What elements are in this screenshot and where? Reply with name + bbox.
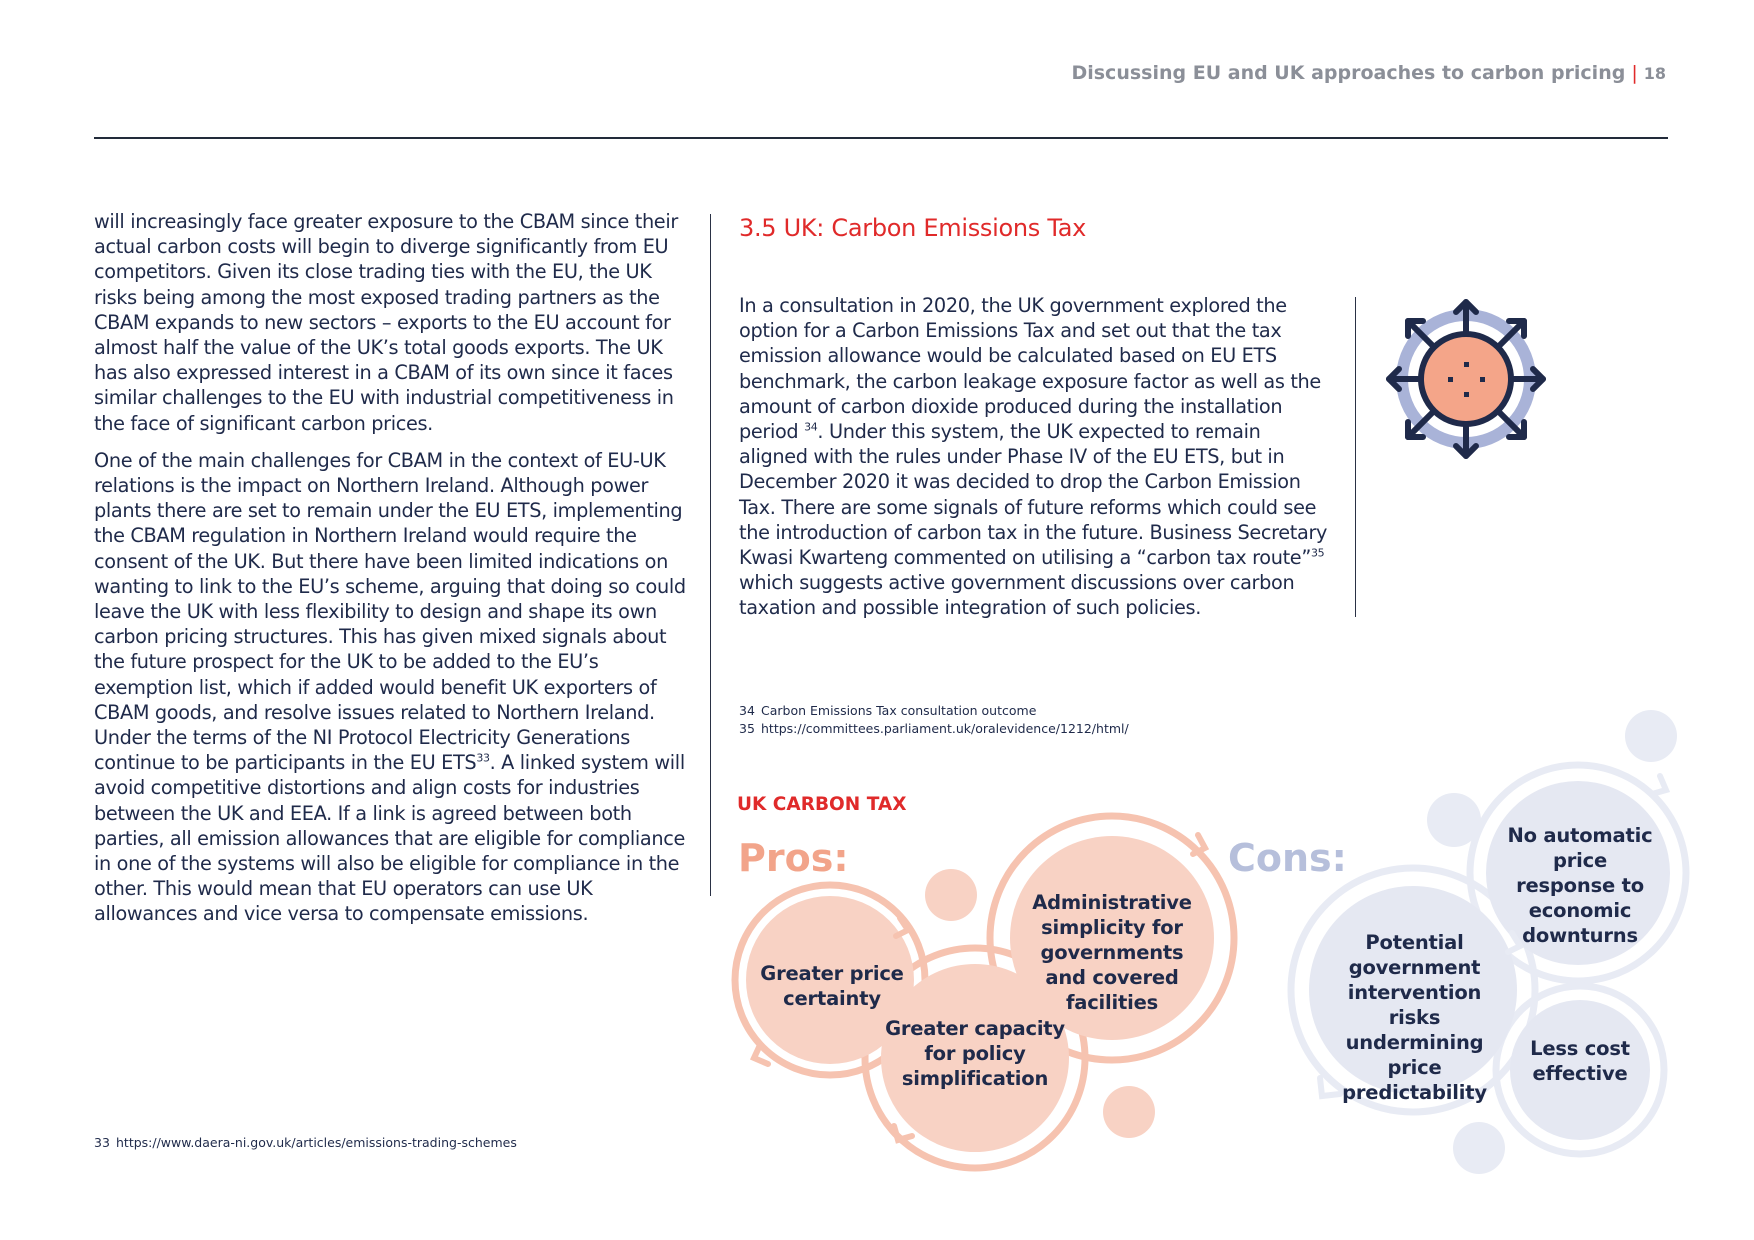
running-header	[1071, 62, 1666, 84]
con-less-cost-effective: Less cost effective	[1530, 1037, 1630, 1085]
header-title: Discussing EU and UK approaches to carbon pricing	[1071, 62, 1626, 84]
icon-divider	[1355, 297, 1356, 617]
footnote-34-number: 34	[739, 703, 755, 718]
left-column	[94, 209, 694, 939]
footnote-35-link[interactable]: https://committees.parliament.uk/oralevidence/1212/html/	[761, 721, 1129, 736]
con-no-automatic-price-response: No automatic price response to economic downturns	[1507, 824, 1653, 947]
paragraph-northern-ireland	[94, 448, 694, 927]
cet-text-1: In a consultation in 2020, the UK government explored the option for a Carbon Emissions Tax and set out that the tax emission allowance would be calculated based on EU ETS benchmark, the carbon leakage exposure factor as well as the amount of carbon dioxide produced during the installation period	[739, 294, 1321, 444]
footnote-ref-34[interactable]: 34	[804, 420, 818, 434]
footnote-34-text: Carbon Emissions Tax consultation outcome	[761, 703, 1037, 718]
footnote-33	[94, 1135, 517, 1150]
infographic-title: UK CARBON TAX	[737, 794, 907, 815]
footnote-ref-35[interactable]: 35	[1310, 546, 1325, 560]
footnote-33-link[interactable]: https://www.daera-ni.gov.uk/articles/emissions-trading-schemes	[116, 1135, 517, 1150]
page-number: 18	[1643, 64, 1666, 83]
paragraph-ni-text: One of the main challenges for CBAM in the context of EU-UK relations is the impact on Northern Ireland. Although power plants there are set to remain under the EU ETS, implementing the CBAM regulation in Northern Ireland would require the consent of the UK. But there have been limited indications on wanting to link to the EU’s scheme, arguing that doing so could leave the UK with less flexibility to design and shape its own carbon pricing structures. This has given mixed signals about the future prospect for the UK to be added to the EU’s exemption list, which if added would benefit UK exporters of CBAM goods, and resolve issues related to Northern Ireland. Under the terms of the NI Protocol Electricity Generations continue to be participants in the EU ETS	[94, 448, 686, 775]
right-column	[739, 293, 1329, 621]
section-title: 3.5 UK: Carbon Emissions Tax	[739, 214, 1087, 242]
expansion-arrows-icon	[1380, 296, 1550, 462]
pro-administrative-simplicity: Administrative simplicity for governments and covered facilities	[1032, 891, 1192, 1014]
con-government-intervention-risks: Potential government intervention risks undermining price predictability	[1342, 931, 1487, 1104]
cet-text-2: . Under this system, the UK expected to remain aligned with the rules under Phase IV of the EU ETS, but in December 2020 it was decided to drop the Carbon Emission Tax. There are some signals of future reforms which could see the introduction of carbon tax in the future. Business Secretary Kwasi Kwarteng commented on utilising a “carbon tax route”	[739, 420, 1328, 570]
pro-greater-price-certainty: Greater price certainty	[760, 962, 904, 1010]
header-rule	[94, 137, 1668, 139]
footnote-35-number: 35	[739, 721, 755, 736]
paragraph-carbon-emissions-tax	[739, 293, 1329, 621]
header-separator: |	[1631, 62, 1638, 84]
footnote-ref-33[interactable]: 33	[476, 751, 490, 765]
cons-label: Cons:	[1228, 836, 1347, 880]
column-divider	[710, 214, 711, 896]
pros-label: Pros:	[738, 836, 849, 880]
pro-policy-simplification: Greater capacity for policy simplification	[885, 1017, 1065, 1090]
paragraph-cbam-exposure: will increasingly face greater exposure to the CBAM since their actual carbon costs will begin to diverge significantly from EU competitors. Given its close trading ties with the EU, the UK risks being among the most exposed trading partners as the CBAM expands to new sectors – exports to the EU account for almost half the value of the UK’s total goods exports. The UK has also expressed interest in a CBAM of its own since it faces similar challenges to the EU with industrial competitiveness in the face of significant carbon prices.	[94, 210, 678, 435]
footnote-33-number: 33	[94, 1135, 110, 1150]
paragraph-ni-text-cont: . A linked system will avoid competitive distortions and align costs for industries between the UK and EEA. If a link is agreed between both parties, all emission allowances that are eligible for compliance in one of the systems will also be eligible for compliance in the other. This would mean that EU operators can use UK allowances and vice versa to compensate emissions.	[94, 751, 685, 926]
cet-text-3: which suggests active government discussions over carbon taxation and possible integration of such policies.	[739, 571, 1295, 620]
